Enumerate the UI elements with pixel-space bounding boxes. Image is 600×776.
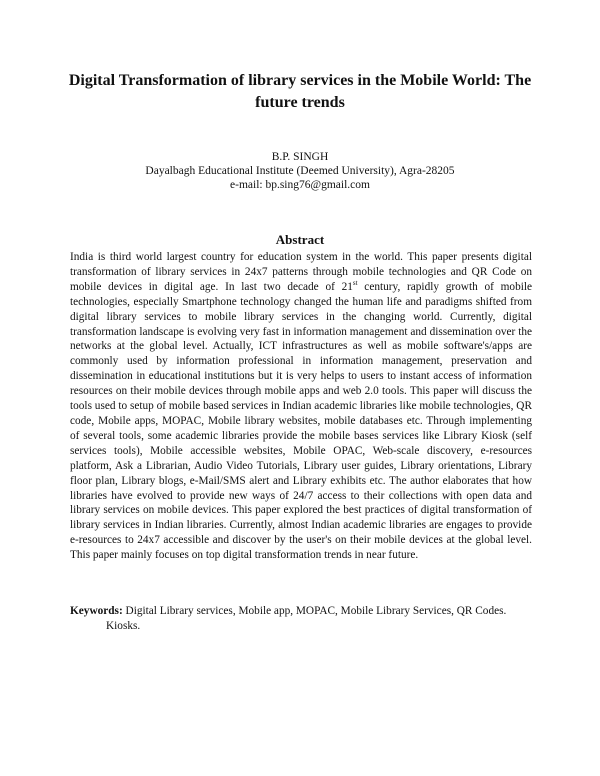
abstract-body: [70, 250, 532, 563]
abstract-heading: Abstract: [275, 232, 325, 247]
author-name: B.P. SINGH: [271, 151, 329, 163]
author-email: e-mail: bp.sing76@gmail.com: [230, 179, 370, 191]
paper-title: [60, 70, 540, 114]
keywords-continuation: Kiosks.: [106, 620, 141, 632]
title-line-1: Digital Transformation of library services in the Mobile World: The: [68, 72, 532, 89]
keywords-block: [70, 604, 532, 634]
author-affiliation: Dayalbagh Educational Institute (Deemed University), Agra-28205: [145, 165, 455, 177]
abstract-superscript: st: [352, 279, 358, 288]
abstract-text-part-1: India is third world largest country for education system in the world. This paper presents digital transformation of library services in 24x7 patterns through mobile technologies and QR Code on mobile devices in digital age. In last two decade of 21: [70, 251, 532, 293]
abstract-text-part-2: century, rapidly growth of mobile technologies, especially Smartphone technology changed the human life and paradigms shifted from digital library services to mobile library services in the changing world. Currently, digital transformation landscape is evolving very fast in information management and dissemination over the networks at the global level. Actually, ICT infrastructures as well as mobile software's/apps are commonly used by information professional in information management, preservation and dissemination in educational institutions but it is very helps to users to instant access of information resources on their mobile devices through mobile apps and web 2.0 tools. This paper will discuss the tools used to setup of mobile based services in Indian academic libraries like mobile technologies, QR code, Mobile apps, MOPAC, Mobile library websites, mobile databases etc. Through implementing of several tools, some academic libraries provide the mobile bases services like Library Kiosk (self services tools), Mobile accessible websites, Mobile OPAC, Web-scale discovery, e-resources platform, Ask a Librarian, Audio Video Tutorials, Library user guides, Library orientations, Library floor plan, Library blogs, e-Mail/SMS alert and Library exhibits etc. The author elaborates that how libraries have evolved to provide new ways of 24/7 access to their collections with open data and library services on mobile devices. This paper explored the best practices of digital transformation of library services in Indian libraries. Currently, almost Indian academic libraries are engages to provide e-resources to 24x7 accessible and discover by the user's on their mobile devices at the global level. This paper mainly focuses on top digital transformation trends in near future.: [70, 280, 533, 562]
keywords-text: Digital Library services, Mobile app, MOPAC, Mobile Library Services, QR Codes.: [122, 605, 507, 617]
keywords-label: Keywords:: [70, 605, 123, 617]
title-line-2: future trends: [255, 94, 345, 111]
author-block: [60, 150, 540, 192]
